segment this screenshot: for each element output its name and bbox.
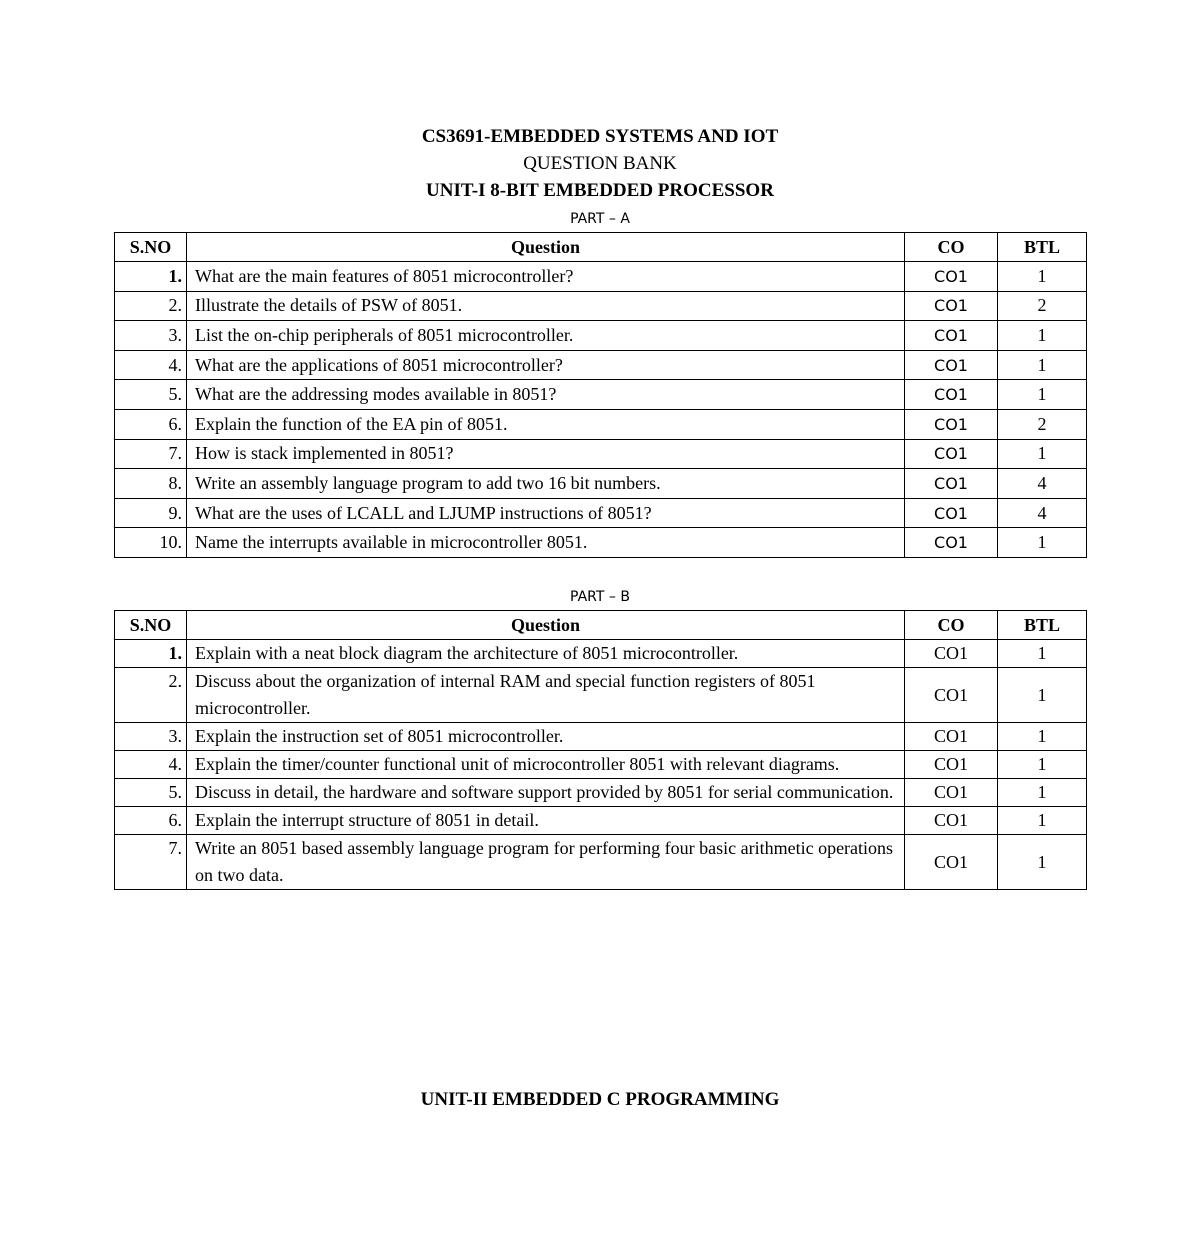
row-co: CO1 <box>905 668 998 723</box>
sno-header: S.NO <box>115 233 187 262</box>
row-co: CO1 <box>905 498 998 528</box>
table-header-row <box>115 611 1087 640</box>
row-btl: 1 <box>998 528 1087 558</box>
row-sno: 2. <box>115 291 187 321</box>
row-question: What are the applications of 8051 microcontroller? <box>187 350 905 380</box>
part-a-label: PART – A <box>570 211 630 227</box>
row-sno: 8. <box>115 469 187 499</box>
row-btl: 1 <box>998 321 1087 351</box>
part-a-table <box>114 232 1087 558</box>
doc-type-title <box>0 153 1200 175</box>
row-btl: 1 <box>998 723 1087 751</box>
table-row <box>115 262 1087 292</box>
row-btl: 1 <box>998 751 1087 779</box>
table-row <box>115 321 1087 351</box>
row-co: CO1 <box>905 779 998 807</box>
row-question: Explain the interrupt structure of 8051 in detail. <box>187 807 905 835</box>
row-btl: 1 <box>998 350 1087 380</box>
row-question: List the on-chip peripherals of 8051 microcontroller. <box>187 321 905 351</box>
table-row <box>115 409 1087 439</box>
row-co: CO1 <box>905 439 998 469</box>
row-co: CO1 <box>905 321 998 351</box>
row-sno: 7. <box>115 439 187 469</box>
row-sno: 6. <box>115 807 187 835</box>
row-btl: 1 <box>998 439 1087 469</box>
table-row <box>115 807 1087 835</box>
doc-type-text: QUESTION BANK <box>523 153 677 174</box>
row-question: Discuss about the organization of internal RAM and special function registers of 8051 microcontroller. <box>187 668 905 723</box>
table-row <box>115 668 1087 723</box>
row-sno: 2. <box>115 668 187 723</box>
row-question: Write an assembly language program to add two 16 bit numbers. <box>187 469 905 499</box>
row-sno: 7. <box>115 835 187 890</box>
row-btl: 1 <box>998 640 1087 668</box>
row-question: Illustrate the details of PSW of 8051. <box>187 291 905 321</box>
row-co: CO1 <box>905 751 998 779</box>
row-co: CO1 <box>905 807 998 835</box>
row-co: CO1 <box>905 640 998 668</box>
row-question: How is stack implemented in 8051? <box>187 439 905 469</box>
row-sno: 4. <box>115 350 187 380</box>
row-btl: 4 <box>998 498 1087 528</box>
row-sno: 10. <box>115 528 187 558</box>
row-sno: 3. <box>115 723 187 751</box>
row-sno: 9. <box>115 498 187 528</box>
row-co: CO1 <box>905 409 998 439</box>
row-co: CO1 <box>905 469 998 499</box>
sno-header: S.NO <box>115 611 187 640</box>
row-sno: 6. <box>115 409 187 439</box>
row-btl: 2 <box>998 409 1087 439</box>
row-btl: 1 <box>998 668 1087 723</box>
row-question: Explain the function of the EA pin of 8051. <box>187 409 905 439</box>
table-row <box>115 751 1087 779</box>
question-header: Question <box>187 611 905 640</box>
row-co: CO1 <box>905 380 998 410</box>
part-b-label: PART – B <box>570 589 630 605</box>
row-co: CO1 <box>905 528 998 558</box>
row-co: CO1 <box>905 291 998 321</box>
row-question: Write an 8051 based assembly language program for performing four basic arithmetic operations on two data. <box>187 835 905 890</box>
row-question: What are the uses of LCALL and LJUMP instructions of 8051? <box>187 498 905 528</box>
table-row <box>115 723 1087 751</box>
row-question: Discuss in detail, the hardware and software support provided by 8051 for serial communication. <box>187 779 905 807</box>
question-header: Question <box>187 233 905 262</box>
table-header-row <box>115 233 1087 262</box>
table-row <box>115 779 1087 807</box>
table-row <box>115 469 1087 499</box>
table-row <box>115 291 1087 321</box>
row-btl: 1 <box>998 380 1087 410</box>
row-question: Explain with a neat block diagram the architecture of 8051 microcontroller. <box>187 640 905 668</box>
row-sno: 1. <box>115 262 187 292</box>
part-b-table <box>114 610 1087 890</box>
row-sno: 1. <box>115 640 187 668</box>
row-question: Explain the timer/counter functional unit of microcontroller 8051 with relevant diagrams. <box>187 751 905 779</box>
row-co: CO1 <box>905 350 998 380</box>
unit1-title: UNIT-I 8-BIT EMBEDDED PROCESSOR <box>426 180 774 201</box>
table-row <box>115 380 1087 410</box>
course-title: CS3691-EMBEDDED SYSTEMS AND IOT <box>421 126 779 147</box>
row-btl: 4 <box>998 469 1087 499</box>
table-row <box>115 835 1087 890</box>
table-row <box>115 350 1087 380</box>
btl-header: BTL <box>998 611 1087 640</box>
row-question: What are the main features of 8051 microcontroller? <box>187 262 905 292</box>
row-btl: 1 <box>998 835 1087 890</box>
row-question: Name the interrupts available in microcontroller 8051. <box>187 528 905 558</box>
row-btl: 2 <box>998 291 1087 321</box>
row-co: CO1 <box>905 262 998 292</box>
row-co: CO1 <box>905 723 998 751</box>
row-question: Explain the instruction set of 8051 microcontroller. <box>187 723 905 751</box>
row-btl: 1 <box>998 262 1087 292</box>
btl-header: BTL <box>998 233 1087 262</box>
co-header: CO <box>905 233 998 262</box>
row-sno: 5. <box>115 380 187 410</box>
table-row <box>115 528 1087 558</box>
row-question: What are the addressing modes available in 8051? <box>187 380 905 410</box>
co-header: CO <box>905 611 998 640</box>
row-sno: 3. <box>115 321 187 351</box>
row-sno: 5. <box>115 779 187 807</box>
row-co: CO1 <box>905 835 998 890</box>
row-btl: 1 <box>998 807 1087 835</box>
unit2-title: UNIT-II EMBEDDED C PROGRAMMING <box>420 1089 780 1110</box>
row-btl: 1 <box>998 779 1087 807</box>
row-sno: 4. <box>115 751 187 779</box>
table-row <box>115 640 1087 668</box>
table-row <box>115 439 1087 469</box>
table-row <box>115 498 1087 528</box>
